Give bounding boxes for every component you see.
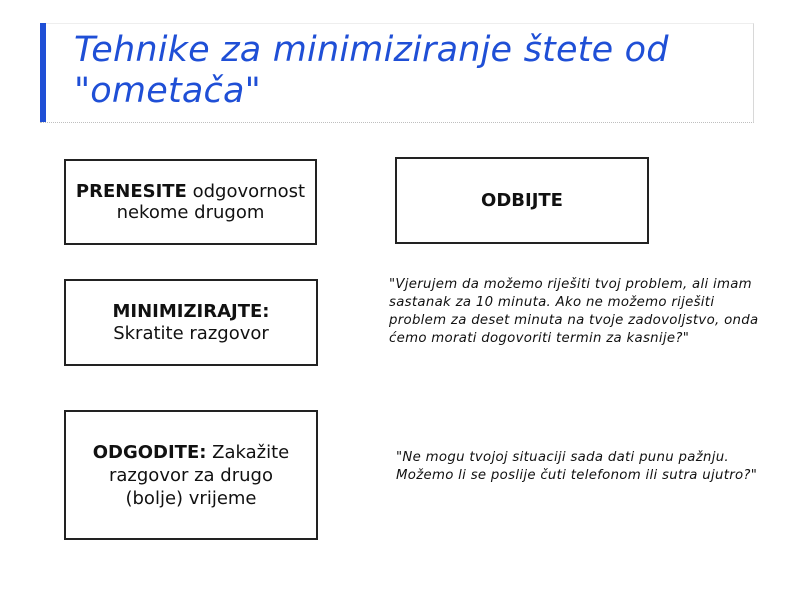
- postpone-quote: "Ne mogu tvojoj situaciji sada dati punu pažnju. Možemo li se poslije čuti telefonom ili sutra ujutro?": [396, 450, 758, 483]
- transfer-description: odgovornost nekome drugom: [116, 181, 306, 223]
- minimize-box: [64, 279, 318, 366]
- refuse-keyword: ODBIJTE: [481, 190, 563, 211]
- postpone-description: Zakažite razgovor za drugo (bolje) vrijeme: [109, 441, 290, 509]
- minimize-text: [113, 301, 270, 345]
- transfer-text: [72, 181, 309, 223]
- postpone-keyword: ODGODITE:: [92, 441, 207, 463]
- minimize-description: Skratite razgovor: [113, 322, 269, 344]
- title-accent-bar: [40, 23, 46, 122]
- transfer-keyword: PRENESITE: [75, 181, 187, 202]
- refuse-box: [395, 157, 649, 244]
- postpone-text: [80, 441, 302, 510]
- minimize-keyword: MINIMIZIRAJTE:: [112, 300, 270, 322]
- transfer-box: [64, 159, 317, 245]
- slide-title: Tehnike za minimiziranje štete od "ometača": [74, 30, 669, 111]
- postpone-box: [64, 410, 318, 540]
- minimize-quote: "Vjerujem da možemo riješiti tvoj problem, ali imam sastanak za 10 minuta. Ako ne možemo riješiti problem za deset minuta na tvoje zadovoljstvo, onda ćemo morati dogovoriti termin za kasnije?": [389, 277, 759, 346]
